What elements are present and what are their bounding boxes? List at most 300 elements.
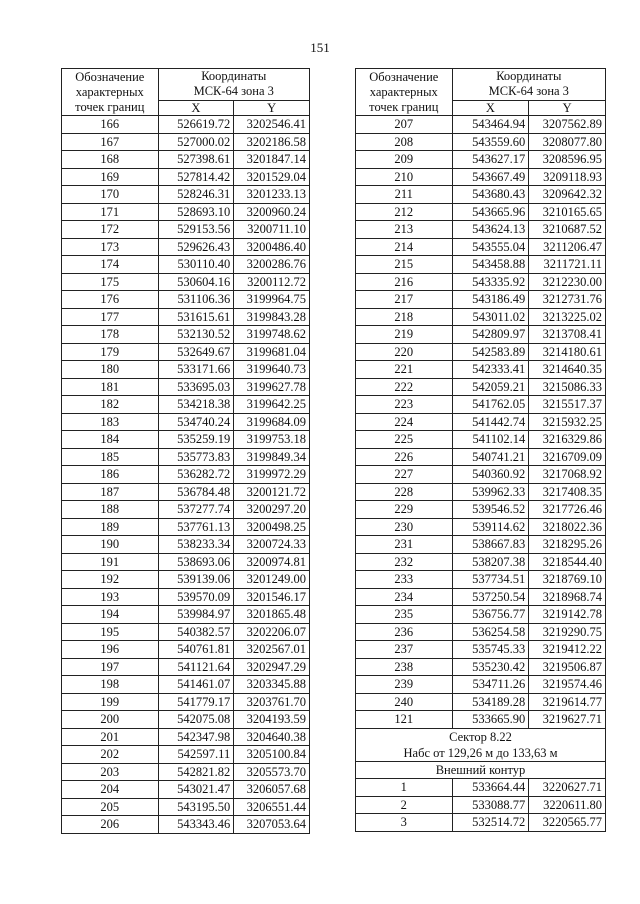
table-row bbox=[356, 116, 606, 134]
x-coordinate-cell: 535745.33 bbox=[452, 641, 529, 659]
table-row bbox=[62, 693, 310, 711]
x-coordinate-cell: 527000.02 bbox=[158, 133, 234, 151]
table-row bbox=[356, 256, 606, 274]
x-coordinate-cell: 534218.38 bbox=[158, 396, 234, 414]
table-row bbox=[62, 781, 310, 799]
table-row bbox=[356, 448, 606, 466]
header-designation bbox=[62, 69, 159, 116]
point-id-cell: 179 bbox=[62, 343, 159, 361]
y-coordinate-cell: 3199627.78 bbox=[234, 378, 310, 396]
point-id-cell: 238 bbox=[356, 658, 453, 676]
point-id-cell: 216 bbox=[356, 273, 453, 291]
point-id-cell: 171 bbox=[62, 203, 159, 221]
y-coordinate-cell: 3199684.09 bbox=[234, 413, 310, 431]
header-coordinates-line: Координаты bbox=[496, 69, 562, 84]
x-coordinate-cell: 538667.83 bbox=[452, 536, 529, 554]
point-id-cell: 1 bbox=[356, 779, 453, 797]
x-coordinate-cell: 540382.57 bbox=[158, 623, 234, 641]
point-id-cell: 197 bbox=[62, 658, 159, 676]
table-row bbox=[356, 308, 606, 326]
x-coordinate-cell: 540360.92 bbox=[452, 466, 529, 484]
table-row bbox=[62, 413, 310, 431]
header-designation-line: точек границ bbox=[75, 100, 145, 114]
header-coordinates bbox=[452, 69, 605, 101]
point-id-cell: 234 bbox=[356, 588, 453, 606]
point-id-cell: 205 bbox=[62, 798, 159, 816]
y-coordinate-cell: 3199642.25 bbox=[234, 396, 310, 414]
x-coordinate-cell: 536254.58 bbox=[452, 623, 529, 641]
point-id-cell: 168 bbox=[62, 151, 159, 169]
point-id-cell: 200 bbox=[62, 711, 159, 729]
x-coordinate-cell: 538207.38 bbox=[452, 553, 529, 571]
x-coordinate-cell: 539114.62 bbox=[452, 518, 529, 536]
table-row bbox=[356, 623, 606, 641]
table-row bbox=[62, 378, 310, 396]
table-row bbox=[356, 396, 606, 414]
point-id-cell: 209 bbox=[356, 151, 453, 169]
table-row bbox=[62, 256, 310, 274]
point-id-cell: 172 bbox=[62, 221, 159, 239]
y-coordinate-cell: 3199849.34 bbox=[234, 448, 310, 466]
y-coordinate-cell: 3200112.72 bbox=[234, 273, 310, 291]
table-row bbox=[356, 536, 606, 554]
y-coordinate-cell: 3199972.29 bbox=[234, 466, 310, 484]
y-coordinate-cell: 3202186.58 bbox=[234, 133, 310, 151]
y-coordinate-cell: 3217408.35 bbox=[529, 483, 606, 501]
y-coordinate-cell: 3211206.47 bbox=[529, 238, 606, 256]
point-id-cell: 221 bbox=[356, 361, 453, 379]
y-coordinate-cell: 3218769.10 bbox=[529, 571, 606, 589]
table-row bbox=[62, 588, 310, 606]
x-coordinate-cell: 539984.97 bbox=[158, 606, 234, 624]
x-coordinate-cell: 543011.02 bbox=[452, 308, 529, 326]
x-coordinate-cell: 543464.94 bbox=[452, 116, 529, 134]
table-row bbox=[356, 518, 606, 536]
point-id-cell: 196 bbox=[62, 641, 159, 659]
table-body-left bbox=[62, 116, 310, 834]
y-coordinate-cell: 3202206.07 bbox=[234, 623, 310, 641]
point-id-cell: 190 bbox=[62, 536, 159, 554]
point-id-cell: 182 bbox=[62, 396, 159, 414]
x-coordinate-cell: 528693.10 bbox=[158, 203, 234, 221]
x-coordinate-cell: 543195.50 bbox=[158, 798, 234, 816]
x-coordinate-cell: 536282.72 bbox=[158, 466, 234, 484]
y-coordinate-cell: 3215517.37 bbox=[529, 396, 606, 414]
point-id-cell: 213 bbox=[356, 221, 453, 239]
y-coordinate-cell: 3220627.71 bbox=[529, 779, 606, 797]
table-row bbox=[356, 151, 606, 169]
y-coordinate-cell: 3201865.48 bbox=[234, 606, 310, 624]
table-row bbox=[356, 186, 606, 204]
point-id-cell: 185 bbox=[62, 448, 159, 466]
point-id-cell: 224 bbox=[356, 413, 453, 431]
table-row bbox=[62, 326, 310, 344]
x-coordinate-cell: 527814.42 bbox=[158, 168, 234, 186]
point-id-cell: 186 bbox=[62, 466, 159, 484]
point-id-cell: 195 bbox=[62, 623, 159, 641]
y-coordinate-cell: 3202567.01 bbox=[234, 641, 310, 659]
table-row bbox=[62, 728, 310, 746]
table-row bbox=[356, 796, 606, 814]
y-coordinate-cell: 3219614.77 bbox=[529, 693, 606, 711]
y-coordinate-cell: 3200960.24 bbox=[234, 203, 310, 221]
y-coordinate-cell: 3204640.38 bbox=[234, 728, 310, 746]
y-coordinate-cell: 3207053.64 bbox=[234, 816, 310, 834]
table-row bbox=[356, 641, 606, 659]
y-coordinate-cell: 3220611.80 bbox=[529, 796, 606, 814]
y-coordinate-cell: 3213225.02 bbox=[529, 308, 606, 326]
table-row bbox=[62, 221, 310, 239]
x-coordinate-cell: 542821.82 bbox=[158, 763, 234, 781]
y-coordinate-cell: 3217068.92 bbox=[529, 466, 606, 484]
point-id-cell: 211 bbox=[356, 186, 453, 204]
y-coordinate-cell: 3217726.46 bbox=[529, 501, 606, 519]
y-coordinate-cell: 3200974.81 bbox=[234, 553, 310, 571]
y-coordinate-cell: 3200121.72 bbox=[234, 483, 310, 501]
table-row bbox=[356, 711, 606, 729]
x-coordinate-cell: 543680.43 bbox=[452, 186, 529, 204]
y-coordinate-cell: 3209642.32 bbox=[529, 186, 606, 204]
header-coordinates-line: МСК-64 зона 3 bbox=[193, 84, 274, 99]
y-coordinate-cell: 3201847.14 bbox=[234, 151, 310, 169]
y-coordinate-cell: 3214640.35 bbox=[529, 361, 606, 379]
table-row bbox=[62, 518, 310, 536]
point-id-cell: 239 bbox=[356, 676, 453, 694]
x-coordinate-cell: 539139.06 bbox=[158, 571, 234, 589]
x-coordinate-cell: 529626.43 bbox=[158, 238, 234, 256]
table-row bbox=[356, 168, 606, 186]
y-coordinate-cell: 3203345.88 bbox=[234, 676, 310, 694]
table-row bbox=[356, 326, 606, 344]
point-id-cell: 220 bbox=[356, 343, 453, 361]
point-id-cell: 180 bbox=[62, 361, 159, 379]
table-row bbox=[62, 816, 310, 834]
table-row bbox=[62, 606, 310, 624]
header-designation-line: характерных bbox=[369, 85, 438, 99]
point-id-cell: 175 bbox=[62, 273, 159, 291]
table-row bbox=[62, 186, 310, 204]
point-id-cell: 183 bbox=[62, 413, 159, 431]
page-number: 151 bbox=[310, 40, 330, 55]
y-coordinate-cell: 3219627.71 bbox=[529, 711, 606, 729]
x-coordinate-cell: 541779.17 bbox=[158, 693, 234, 711]
sector-title bbox=[356, 728, 606, 761]
point-id-cell: 219 bbox=[356, 326, 453, 344]
y-coordinate-cell: 3199748.62 bbox=[234, 326, 310, 344]
table-row bbox=[356, 413, 606, 431]
x-coordinate-cell: 536756.77 bbox=[452, 606, 529, 624]
x-coordinate-cell: 533664.44 bbox=[452, 779, 529, 797]
point-id-cell: 188 bbox=[62, 501, 159, 519]
point-id-cell: 187 bbox=[62, 483, 159, 501]
point-id-cell: 228 bbox=[356, 483, 453, 501]
header-coordinates-line: Координаты bbox=[201, 69, 267, 84]
point-id-cell: 177 bbox=[62, 308, 159, 326]
table-row bbox=[356, 133, 606, 151]
x-coordinate-cell: 542597.11 bbox=[158, 746, 234, 764]
point-id-cell: 237 bbox=[356, 641, 453, 659]
y-coordinate-cell: 3219290.75 bbox=[529, 623, 606, 641]
table-row bbox=[356, 658, 606, 676]
point-id-cell: 166 bbox=[62, 116, 159, 134]
x-coordinate-cell: 539570.09 bbox=[158, 588, 234, 606]
x-coordinate-cell: 543343.46 bbox=[158, 816, 234, 834]
point-id-cell: 217 bbox=[356, 291, 453, 309]
point-id-cell: 169 bbox=[62, 168, 159, 186]
x-coordinate-cell: 533171.66 bbox=[158, 361, 234, 379]
sector-range-text: Набс от 129,26 м до 133,63 м bbox=[403, 745, 558, 760]
x-coordinate-cell: 534740.24 bbox=[158, 413, 234, 431]
point-id-cell: 233 bbox=[356, 571, 453, 589]
y-coordinate-cell: 3200724.33 bbox=[234, 536, 310, 554]
y-coordinate-cell: 3212731.76 bbox=[529, 291, 606, 309]
y-coordinate-cell: 3218022.36 bbox=[529, 518, 606, 536]
x-coordinate-cell: 533665.90 bbox=[452, 711, 529, 729]
y-coordinate-cell: 3199843.28 bbox=[234, 308, 310, 326]
table-row bbox=[356, 431, 606, 449]
header-x: X bbox=[158, 100, 234, 115]
y-coordinate-cell: 3216709.09 bbox=[529, 448, 606, 466]
x-coordinate-cell: 541762.05 bbox=[452, 396, 529, 414]
table-row bbox=[356, 501, 606, 519]
table-row bbox=[62, 448, 310, 466]
point-id-cell: 226 bbox=[356, 448, 453, 466]
x-coordinate-cell: 527398.61 bbox=[158, 151, 234, 169]
x-coordinate-cell: 531106.36 bbox=[158, 291, 234, 309]
table-row bbox=[62, 291, 310, 309]
table-row bbox=[62, 431, 310, 449]
table-row bbox=[62, 308, 310, 326]
x-coordinate-cell: 539962.33 bbox=[452, 483, 529, 501]
x-coordinate-cell: 543559.60 bbox=[452, 133, 529, 151]
x-coordinate-cell: 530604.16 bbox=[158, 273, 234, 291]
y-coordinate-cell: 3213708.41 bbox=[529, 326, 606, 344]
table-row bbox=[62, 623, 310, 641]
y-coordinate-cell: 3208077.80 bbox=[529, 133, 606, 151]
table-row bbox=[62, 501, 310, 519]
x-coordinate-cell: 543667.49 bbox=[452, 168, 529, 186]
table-body-contour bbox=[356, 779, 606, 832]
x-coordinate-cell: 543458.88 bbox=[452, 256, 529, 274]
contour-label: Внешний контур bbox=[356, 761, 606, 779]
point-id-cell: 212 bbox=[356, 203, 453, 221]
table-row bbox=[356, 221, 606, 239]
header-y: Y bbox=[529, 100, 606, 115]
x-coordinate-cell: 543627.17 bbox=[452, 151, 529, 169]
table-row bbox=[356, 361, 606, 379]
table-row bbox=[356, 588, 606, 606]
point-id-cell: 225 bbox=[356, 431, 453, 449]
table-row bbox=[62, 273, 310, 291]
table-row bbox=[356, 378, 606, 396]
coordinates-table-left bbox=[61, 68, 310, 834]
table-row bbox=[62, 763, 310, 781]
x-coordinate-cell: 530110.40 bbox=[158, 256, 234, 274]
point-id-cell: 173 bbox=[62, 238, 159, 256]
point-id-cell: 176 bbox=[62, 291, 159, 309]
x-coordinate-cell: 534189.28 bbox=[452, 693, 529, 711]
point-id-cell: 230 bbox=[356, 518, 453, 536]
sector-block bbox=[356, 728, 606, 779]
table-body-right bbox=[356, 116, 606, 729]
point-id-cell: 229 bbox=[356, 501, 453, 519]
y-coordinate-cell: 3202947.29 bbox=[234, 658, 310, 676]
x-coordinate-cell: 541121.64 bbox=[158, 658, 234, 676]
header-designation-line: характерных bbox=[75, 85, 144, 99]
table-row bbox=[62, 553, 310, 571]
point-id-cell: 204 bbox=[62, 781, 159, 799]
x-coordinate-cell: 543335.92 bbox=[452, 273, 529, 291]
y-coordinate-cell: 3199964.75 bbox=[234, 291, 310, 309]
x-coordinate-cell: 537761.13 bbox=[158, 518, 234, 536]
y-coordinate-cell: 3207562.89 bbox=[529, 116, 606, 134]
y-coordinate-cell: 3199681.04 bbox=[234, 343, 310, 361]
x-coordinate-cell: 541461.07 bbox=[158, 676, 234, 694]
x-coordinate-cell: 526619.72 bbox=[158, 116, 234, 134]
y-coordinate-cell: 3218544.40 bbox=[529, 553, 606, 571]
table-row bbox=[356, 273, 606, 291]
point-id-cell: 231 bbox=[356, 536, 453, 554]
table-row bbox=[62, 238, 310, 256]
table-row bbox=[62, 483, 310, 501]
x-coordinate-cell: 536784.48 bbox=[158, 483, 234, 501]
header-coordinates-line: МСК-64 зона 3 bbox=[488, 84, 569, 99]
header-x: X bbox=[452, 100, 529, 115]
sector-title-text: Сектор 8.22 bbox=[449, 729, 512, 744]
y-coordinate-cell: 3201546.17 bbox=[234, 588, 310, 606]
point-id-cell: 232 bbox=[356, 553, 453, 571]
point-id-cell: 189 bbox=[62, 518, 159, 536]
table-row bbox=[62, 571, 310, 589]
y-coordinate-cell: 3203761.70 bbox=[234, 693, 310, 711]
x-coordinate-cell: 543665.96 bbox=[452, 203, 529, 221]
header-coordinates bbox=[158, 69, 309, 101]
y-coordinate-cell: 3212230.00 bbox=[529, 273, 606, 291]
x-coordinate-cell: 542059.21 bbox=[452, 378, 529, 396]
point-id-cell: 206 bbox=[62, 816, 159, 834]
x-coordinate-cell: 529153.56 bbox=[158, 221, 234, 239]
x-coordinate-cell: 543186.49 bbox=[452, 291, 529, 309]
y-coordinate-cell: 3219506.87 bbox=[529, 658, 606, 676]
x-coordinate-cell: 532130.52 bbox=[158, 326, 234, 344]
point-id-cell: 2 bbox=[356, 796, 453, 814]
y-coordinate-cell: 3206057.68 bbox=[234, 781, 310, 799]
point-id-cell: 210 bbox=[356, 168, 453, 186]
point-id-cell: 227 bbox=[356, 466, 453, 484]
y-coordinate-cell: 3219412.22 bbox=[529, 641, 606, 659]
point-id-cell: 192 bbox=[62, 571, 159, 589]
point-id-cell: 214 bbox=[356, 238, 453, 256]
contour-row bbox=[356, 761, 606, 779]
point-id-cell: 194 bbox=[62, 606, 159, 624]
table-row bbox=[356, 343, 606, 361]
x-coordinate-cell: 533695.03 bbox=[158, 378, 234, 396]
point-id-cell: 199 bbox=[62, 693, 159, 711]
y-coordinate-cell: 3206551.44 bbox=[234, 798, 310, 816]
x-coordinate-cell: 534711.26 bbox=[452, 676, 529, 694]
table-row bbox=[62, 658, 310, 676]
x-coordinate-cell: 542075.08 bbox=[158, 711, 234, 729]
y-coordinate-cell: 3205100.84 bbox=[234, 746, 310, 764]
y-coordinate-cell: 3204193.59 bbox=[234, 711, 310, 729]
table-row bbox=[356, 238, 606, 256]
y-coordinate-cell: 3199640.73 bbox=[234, 361, 310, 379]
x-coordinate-cell: 532649.67 bbox=[158, 343, 234, 361]
y-coordinate-cell: 3200486.40 bbox=[234, 238, 310, 256]
point-id-cell: 174 bbox=[62, 256, 159, 274]
y-coordinate-cell: 3201529.04 bbox=[234, 168, 310, 186]
y-coordinate-cell: 3211721.11 bbox=[529, 256, 606, 274]
table-row bbox=[62, 168, 310, 186]
point-id-cell: 236 bbox=[356, 623, 453, 641]
point-id-cell: 207 bbox=[356, 116, 453, 134]
x-coordinate-cell: 542583.89 bbox=[452, 343, 529, 361]
header-designation-line: Обозначение bbox=[75, 70, 145, 84]
table-row bbox=[62, 343, 310, 361]
header-designation bbox=[356, 69, 453, 116]
table-row bbox=[62, 798, 310, 816]
y-coordinate-cell: 3200286.76 bbox=[234, 256, 310, 274]
y-coordinate-cell: 3208596.95 bbox=[529, 151, 606, 169]
point-id-cell: 222 bbox=[356, 378, 453, 396]
x-coordinate-cell: 532514.72 bbox=[452, 814, 529, 832]
y-coordinate-cell: 3218295.26 bbox=[529, 536, 606, 554]
x-coordinate-cell: 541102.14 bbox=[452, 431, 529, 449]
y-coordinate-cell: 3205573.70 bbox=[234, 763, 310, 781]
point-id-cell: 223 bbox=[356, 396, 453, 414]
table-row bbox=[356, 814, 606, 832]
x-coordinate-cell: 537250.54 bbox=[452, 588, 529, 606]
point-id-cell: 208 bbox=[356, 133, 453, 151]
x-coordinate-cell: 528246.31 bbox=[158, 186, 234, 204]
table-row bbox=[62, 711, 310, 729]
table-row bbox=[62, 361, 310, 379]
y-coordinate-cell: 3215086.33 bbox=[529, 378, 606, 396]
y-coordinate-cell: 3200498.25 bbox=[234, 518, 310, 536]
point-id-cell: 191 bbox=[62, 553, 159, 571]
y-coordinate-cell: 3219574.46 bbox=[529, 676, 606, 694]
y-coordinate-cell: 3200711.10 bbox=[234, 221, 310, 239]
y-coordinate-cell: 3201249.00 bbox=[234, 571, 310, 589]
y-coordinate-cell: 3199753.18 bbox=[234, 431, 310, 449]
coordinates-table-right bbox=[355, 68, 606, 832]
point-id-cell: 3 bbox=[356, 814, 453, 832]
x-coordinate-cell: 543021.47 bbox=[158, 781, 234, 799]
x-coordinate-cell: 540761.81 bbox=[158, 641, 234, 659]
y-coordinate-cell: 3210687.52 bbox=[529, 221, 606, 239]
table-row bbox=[356, 291, 606, 309]
point-id-cell: 198 bbox=[62, 676, 159, 694]
point-id-cell: 121 bbox=[356, 711, 453, 729]
table-row bbox=[62, 746, 310, 764]
table-row bbox=[356, 676, 606, 694]
table-row bbox=[62, 676, 310, 694]
table-row bbox=[62, 203, 310, 221]
table-row bbox=[62, 466, 310, 484]
y-coordinate-cell: 3209118.93 bbox=[529, 168, 606, 186]
y-coordinate-cell: 3218968.74 bbox=[529, 588, 606, 606]
x-coordinate-cell: 539546.52 bbox=[452, 501, 529, 519]
point-id-cell: 202 bbox=[62, 746, 159, 764]
table-row bbox=[356, 553, 606, 571]
x-coordinate-cell: 538233.34 bbox=[158, 536, 234, 554]
table-row bbox=[62, 641, 310, 659]
point-id-cell: 193 bbox=[62, 588, 159, 606]
point-id-cell: 170 bbox=[62, 186, 159, 204]
table-row bbox=[356, 483, 606, 501]
x-coordinate-cell: 540741.21 bbox=[452, 448, 529, 466]
point-id-cell: 218 bbox=[356, 308, 453, 326]
